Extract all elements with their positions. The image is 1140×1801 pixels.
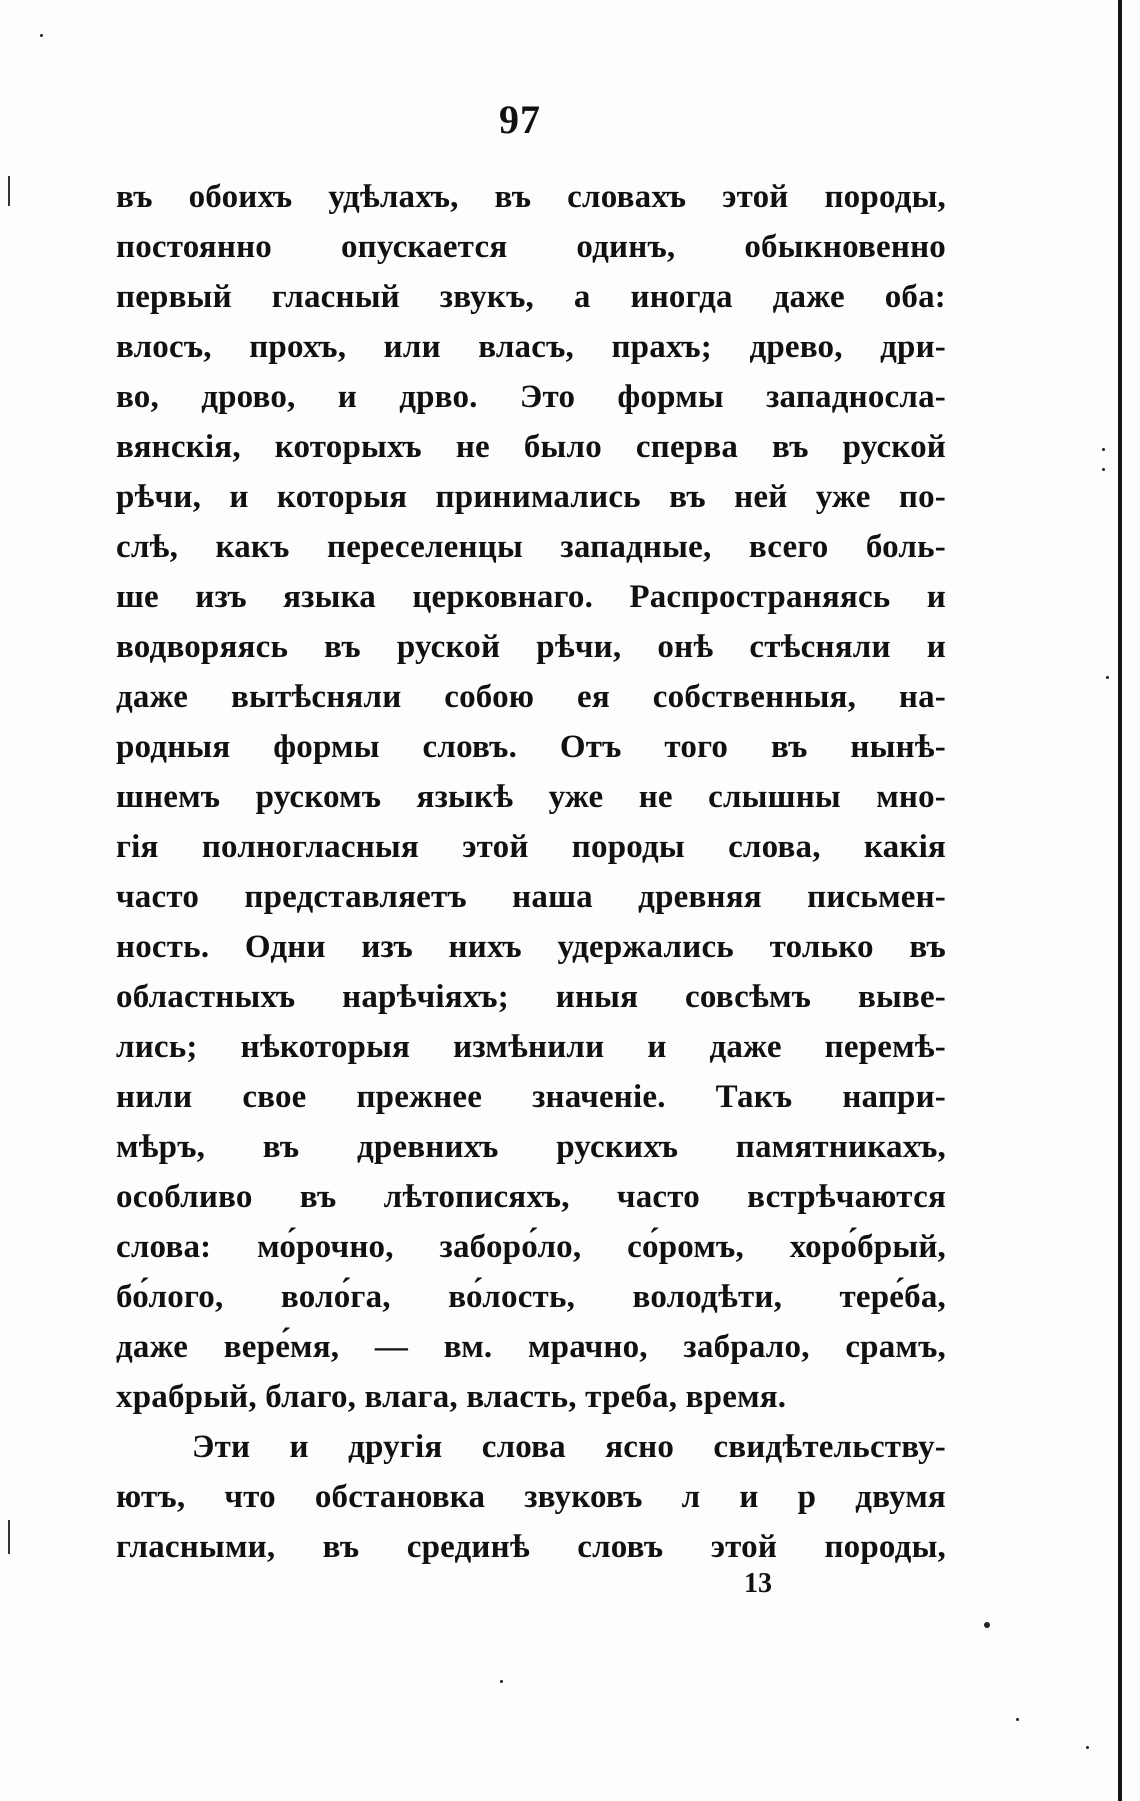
- text-line: гласными, въ срединѣ словъ этой породы,: [116, 1529, 946, 1565]
- print-speck: [40, 34, 43, 37]
- text-line: во, дрово, и дрво. Это формы западносла-: [116, 379, 946, 415]
- text-line: слѣ, какъ переселенцы западные, всего боль-: [116, 529, 946, 565]
- text-line: рѣчи, и которыя принимались въ ней уже по-: [116, 479, 946, 515]
- text-line: первый гласный звукъ, а иногда даже оба:: [116, 279, 946, 315]
- paragraph-first-line: Эти и другія слова ясно свидѣтельству-: [192, 1429, 946, 1465]
- text-line: мѣръ, въ древнихъ рускихъ памятникахъ,: [116, 1129, 946, 1165]
- text-line: вянскія, которыхъ не было сперва въ руской: [116, 429, 946, 465]
- print-speck: [1102, 468, 1105, 471]
- text-line: даже вытѣсняли собою ея собственныя, на-: [116, 679, 946, 715]
- signature-mark: 13: [744, 1568, 772, 1599]
- text-line: бо́лого, воло́га, во́лость, володѣти, тере́ба,: [116, 1279, 946, 1315]
- print-speck: [500, 1680, 503, 1683]
- left-margin-mark: [8, 176, 10, 206]
- text-line: нили свое прежнее значеніе. Такъ напри-: [116, 1079, 946, 1115]
- print-speck: [1102, 448, 1105, 451]
- text-line: шнемъ рускомъ языкѣ уже не слышны мно-: [116, 779, 946, 815]
- text-line: постоянно опускается одинъ, обыкновенно: [116, 229, 946, 265]
- print-speck: [1106, 676, 1109, 679]
- text-line: особливо въ лѣтописяхъ, часто встрѣчаются: [116, 1179, 946, 1215]
- print-speck: [1086, 1746, 1089, 1749]
- text-line: гія полногласныя этой породы слова, какія: [116, 829, 946, 865]
- page-number: 97: [499, 97, 541, 142]
- print-speck: [984, 1622, 990, 1628]
- body-text: [116, 172, 946, 1572]
- page-edge-shadow: [1118, 0, 1122, 1801]
- text-line: ность. Одни изъ нихъ удержались только въ: [116, 929, 946, 965]
- text-line: ютъ, что обстановка звуковъ л и р двумя: [116, 1479, 946, 1515]
- text-line: влосъ, прохъ, или власъ, прахъ; древо, дри-: [116, 329, 946, 365]
- text-line: областныхъ нарѣчіяхъ; иныя совсѣмъ выве-: [116, 979, 946, 1015]
- text-line: родныя формы словъ. Отъ того въ нынѣ-: [116, 729, 946, 765]
- text-line: въ обоихъ удѣлахъ, въ словахъ этой породы,: [116, 179, 946, 215]
- text-line: даже вере́мя, — вм. мрачно, забрало, срамъ,: [116, 1329, 946, 1365]
- text-line: лись; нѣкоторыя измѣнили и даже перемѣ-: [116, 1029, 946, 1065]
- text-line: часто представляетъ наша древняя письмен-: [116, 879, 946, 915]
- text-line: водворяясь въ руской рѣчи, онѣ стѣсняли и: [116, 629, 946, 665]
- text-line: слова: мо́рочно, заборо́ло, со́ромъ, хоро́брый,: [116, 1229, 946, 1265]
- text-line: храбрый, благо, влага, власть, треба, время.: [116, 1379, 787, 1415]
- text-line: ше изъ языка церковнаго. Распространяясь и: [116, 579, 946, 615]
- left-margin-mark: [8, 1520, 10, 1554]
- print-speck: [1016, 1718, 1019, 1721]
